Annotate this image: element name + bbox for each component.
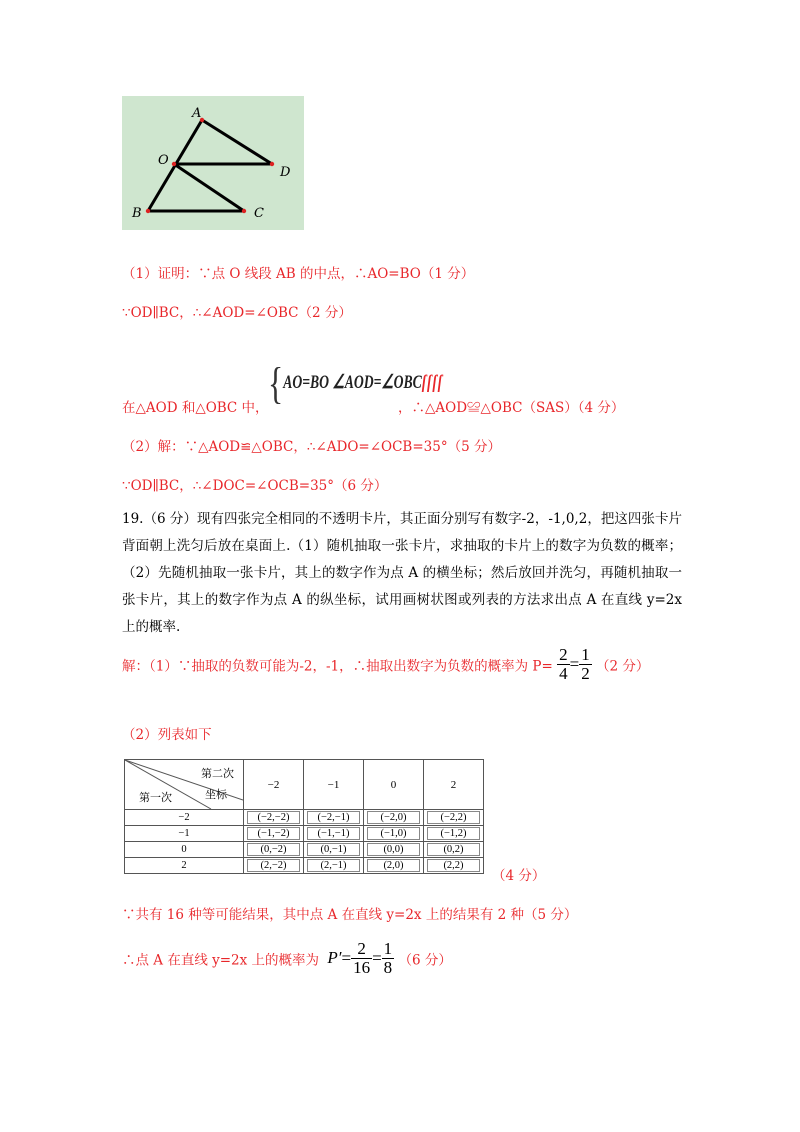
table-cell: (2,2): [427, 859, 480, 872]
label-a: A: [192, 106, 202, 121]
solution-1: 解：（1）∵抽取的负数可能为-2，-1，∴抽取出数字为负数的概率为 P= $\frac{2}{4}$ = $\frac{1}{2}$ （2 分）: [122, 645, 650, 683]
header-cell: −2: [244, 760, 304, 810]
table-cell: (0,−2): [247, 843, 300, 856]
proof-step-3-prefix: 在△AOD 和△OBC 中，: [122, 400, 269, 416]
point-o: [172, 162, 176, 166]
table-cell: (−1,2): [427, 827, 480, 840]
table-cell: (2,−2): [247, 859, 300, 872]
table-cell: (2,−1): [307, 859, 360, 872]
solution-3: ∵共有 16 种等可能结果，其中点 A 在直线 y=2x 上的结果有 2 种（5 分）: [122, 907, 578, 923]
table-row: 2 (2,−2) (2,−1) (2,0) (2,2): [125, 858, 484, 874]
proof-step-3-suffix: ，∴△AOD≌△OBC（SAS）（4 分）: [398, 400, 625, 416]
table-cell: (0,0): [367, 843, 420, 856]
header-cell: 2: [424, 760, 484, 810]
point-b: [146, 209, 150, 213]
fraction-2-16: $\frac{2}{16}$: [353, 939, 371, 977]
solution-2-heading: （2）列表如下: [122, 727, 212, 743]
table-cell: (−1,0): [367, 827, 420, 840]
table-cell: (−2,−2): [247, 811, 300, 824]
fraction-1-8: $\frac{1}{8}$: [383, 939, 393, 977]
geometry-figure: [122, 96, 304, 230]
solution-1-prefix: 解：（1）∵抽取的负数可能为-2，-1，∴抽取出数字为负数的概率为 P=: [122, 658, 553, 675]
solution-4: ∴点 A 在直线 y=2x 上的概率为 P′= $\frac{2}{16}$ = $\frac{1}{8}$ （6 分）: [122, 939, 452, 977]
table-row: −2 (−2,−2) (−2,−1) (−2,0) (−2,2): [125, 810, 484, 826]
table-row: −1 (−1,−2) (−1,−1) (−1,0) (−1,2): [125, 826, 484, 842]
point-d: [270, 162, 274, 166]
table-corner: [125, 760, 244, 810]
header-cell: −1: [304, 760, 364, 810]
solution-step-4: （2）解：∵△AOD≌△OBC，∴∠ADO=∠OCB=35°（5 分）: [122, 439, 501, 455]
solution-step-5: ∵OD∥BC，∴∠DOC=∠OCB=35°（6 分）: [122, 478, 388, 494]
label-o: O: [158, 153, 169, 168]
solution-4-prefix: ∴点 A 在直线 y=2x 上的概率为: [122, 952, 320, 969]
equation-system: {AO=BO ∠AOD=∠OBCſſſſ: [268, 359, 443, 408]
table-cell: (−2,−1): [307, 811, 360, 824]
p-prime-label: P′: [327, 948, 342, 968]
table-score: （4 分）: [492, 868, 546, 884]
table-cell: (0,−1): [307, 843, 360, 856]
segment-oc: [174, 164, 244, 211]
triangle-diagram: [122, 96, 304, 230]
corner-top-label: 第二次: [201, 767, 234, 780]
proof-step-1: （1）证明：∵点 O 线段 AB 的中点，∴AO=BO（1 分）: [122, 266, 475, 282]
question-19: 19.（6 分）现有四张完全相同的不透明卡片，其正面分别写有数字-2，-1,0,2，把这四张卡片背面朝上洗匀后放在桌面上.（1）随机抽取一张卡片，求抽取的卡片上的数字为负数的概率；（2）先随机抽取一张卡片，其上的数字作为点 A 的横坐标；然后放回并洗匀，再随机抽取一张卡片，其上的数字作为点 A 的纵坐标，试用画树状图或列表的方法求出点 A 在直线 y=2x 上的概率.: [122, 511, 682, 635]
table-cell: (−2,2): [427, 811, 480, 824]
proof-step-2: ∵OD∥BC，∴∠AOD=∠OBC（2 分）: [122, 305, 352, 321]
fraction-2-4: $\frac{2}{4}$: [559, 645, 568, 683]
equation-system-text: AO=BO ∠AOD=∠OBC: [283, 372, 422, 393]
solution-1-suffix: （2 分）: [596, 658, 650, 675]
label-c: C: [254, 206, 264, 221]
table-cell: (0,2): [427, 843, 480, 856]
corner-right-label: 坐标: [205, 788, 227, 801]
header-cell: 0: [364, 760, 424, 810]
table-cell: (−1,−1): [307, 827, 360, 840]
table-row: 0 (0,−2) (0,−1) (0,0) (0,2): [125, 842, 484, 858]
label-b: B: [132, 206, 142, 221]
corner-left-label: 第一次: [139, 791, 172, 804]
table-cell: (−1,−2): [247, 827, 300, 840]
label-d: D: [280, 165, 291, 180]
table-cell: (−2,0): [367, 811, 420, 824]
segment-ad: [202, 120, 272, 164]
point-c: [242, 209, 246, 213]
fraction-1-2: $\frac{1}{2}$: [581, 645, 590, 683]
solution-4-suffix: （6 分）: [398, 952, 452, 969]
table-cell: (2,0): [367, 859, 420, 872]
outcome-table: [124, 759, 484, 874]
